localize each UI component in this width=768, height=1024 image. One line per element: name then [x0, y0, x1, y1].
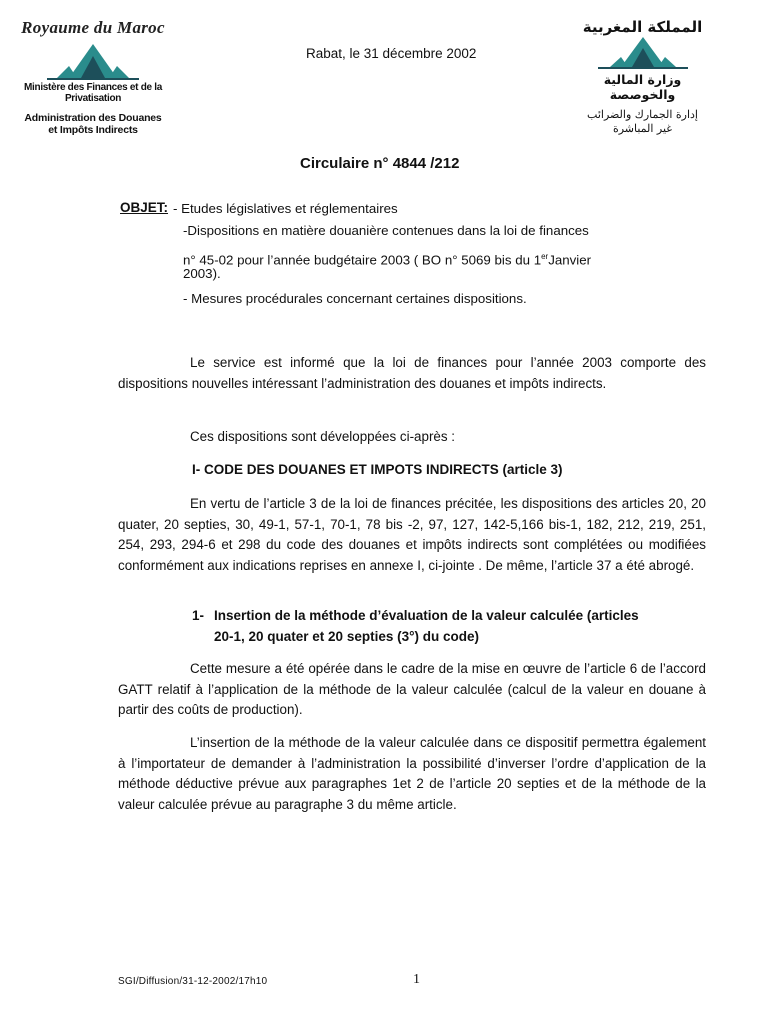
- paragraph-gatt: Cette mesure a été opérée dans le cadre de la mise en œuvre de l’article 6 de l’accord GATT relatif à l’application de la méthode de la valeur calculée (calcul de la valeur en douane à partir des coûts de production).: [118, 661, 706, 717]
- objet-line-3: [183, 248, 591, 268]
- circular-title: Circulaire n° 4844 /212: [300, 155, 460, 172]
- paragraph-intro: Le service est informé que la loi de finances pour l’année 2003 comporte des dispositions nouvelles intéressant l’administration des douanes et impôts indirects.: [118, 355, 706, 391]
- objet-label: OBJET:: [120, 200, 169, 215]
- footer-reference: SGI/Diffusion/31-12-2002/17h10: [118, 976, 268, 987]
- paragraph-article-3: En vertu de l’article 3 de la loi de finances précitée, les dispositions des articles 20, 20 quater, 20 septies, 30, 49-1, 57-1, 70-1, 78 bis -2, 97, 127, 142-5,166 bis-1, 182, 212, 219, 251, 254, 293, 294-6 et 298 du code des douanes et impôts indirects sont complétées ou modifiées conformément aux indications reprises en annexe I, ci-jointe . De même, l’article 37 a été abrogé.: [118, 496, 706, 573]
- objet-line-3-text: n° 45-02 pour l’année budgétaire 2003 ( BO n° 5069 bis du 1: [183, 252, 542, 268]
- logo-admin-ar: [570, 108, 715, 136]
- objet-line-3-sup: er: [541, 252, 549, 261]
- logo-triangle-emblem: [33, 42, 153, 82]
- paragraph-insertion: L’insertion de la méthode de la valeur calculée dans ce dispositif permettra également à l’importateur de demander à l’administration la possibilité d’inverser l’ordre d’application de la méthode déductive prévue aux paragraphes 1et 2 de l’article 20 septies et de la méthode de la valeur calculée prévue au paragraphe 3 du même article.: [118, 735, 706, 812]
- objet-line-2: -Dispositions en matière douanière contenues dans la loi de finances: [183, 223, 589, 238]
- logo-admin-ar-line2: غير المباشرة: [612, 122, 673, 135]
- objet-line-5: - Mesures procédurales concernant certaines dispositions.: [183, 291, 527, 306]
- subsection-heading-line1: Insertion de la méthode d’évaluation de la valeur calculée (articles: [214, 608, 639, 623]
- logo-ministry-fr: Ministère des Finances et de la Privatisation: [24, 82, 162, 104]
- subsection-heading-1: [192, 606, 712, 647]
- logo-triangle-emblem-ar: [588, 36, 698, 70]
- logo-admin-line2: et Impôts Indirects: [48, 124, 138, 136]
- subsection-number: 1-: [192, 608, 205, 623]
- objet-line-3-month: Janvier: [548, 252, 592, 268]
- logo-ministry-ar: وزارة المالية والخوصصة: [603, 72, 682, 102]
- objet-line-4: 2003).: [183, 266, 221, 281]
- subsection-heading-line2: 20-1, 20 quater et 20 septies (3°) du code): [214, 628, 479, 644]
- objet-line-1: - Etudes législatives et réglementaires: [173, 201, 398, 216]
- logo-kingdom-fr: Royaume du Maroc: [21, 18, 165, 37]
- logo-admin-fr: [8, 112, 178, 136]
- right-logo: [570, 18, 715, 143]
- logo-admin-ar-line1: إدارة الجمارك والضرائب: [587, 108, 698, 121]
- document-date: Rabat, le 31 décembre 2002: [306, 46, 477, 61]
- page-number: 1: [413, 972, 420, 987]
- paragraph-dispositions: Ces dispositions sont développées ci-après :: [190, 429, 455, 444]
- logo-kingdom-ar: المملكة المغربية: [582, 18, 703, 36]
- section-heading-1: I- CODE DES DOUANES ET IMPOTS INDIRECTS (article 3): [192, 462, 563, 477]
- left-logo: [8, 18, 178, 138]
- logo-admin-line1: Administration des Douanes: [24, 112, 162, 124]
